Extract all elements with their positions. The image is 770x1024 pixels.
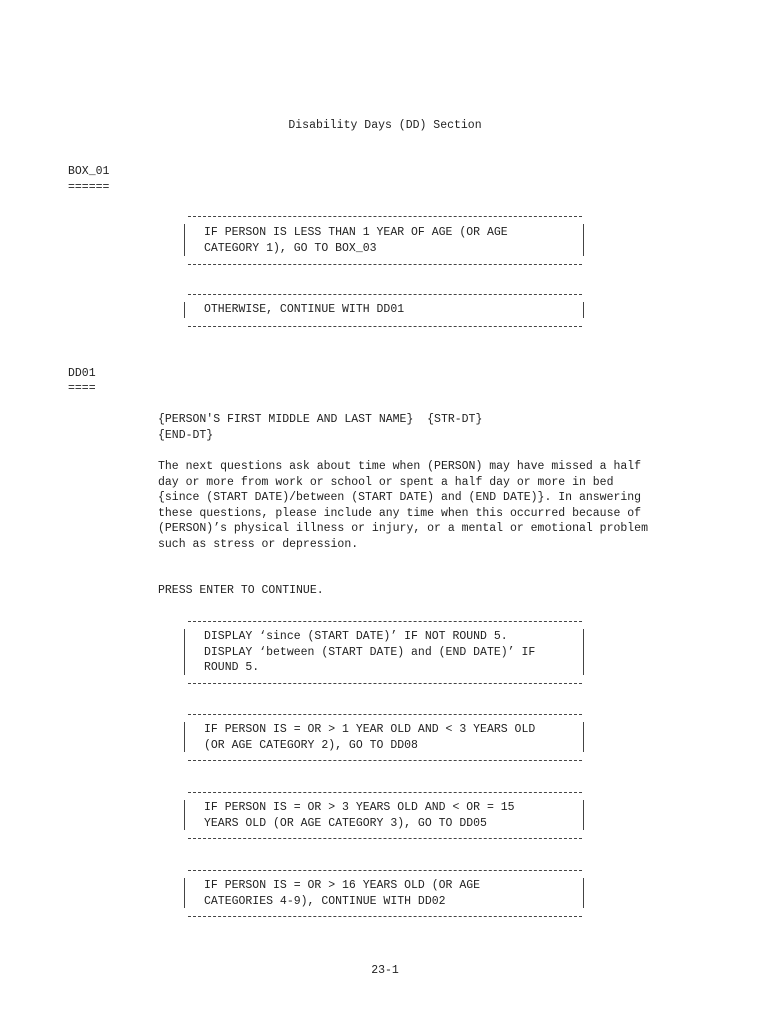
- page-title: Disability Days (DD) Section: [288, 119, 482, 132]
- instruction-text: IF PERSON IS = OR > 16 YEARS OLD (OR AGE CATEGORIES 4-9), CONTINUE WITH DD02: [204, 879, 481, 908]
- question-text: The next questions ask about time when (PERSON) may have missed a half day or more from work or school or spent a half day or more in bed {since (START DATE)/between (START DATE) and (END DATE)}. In answering these questions, please include any time when this occurred because of (PERSON)’s physical illness or injury, or a mental or emotional problem such as stress or depression.: [158, 460, 648, 551]
- instruction-box: [188, 294, 582, 326]
- instruction-text: IF PERSON IS LESS THAN 1 YEAR OF AGE (OR AGE CATEGORY 1), GO TO BOX_03: [204, 226, 508, 255]
- instruction-box: [188, 792, 582, 838]
- instruction-box: [188, 714, 582, 760]
- box01-underline: ======: [68, 181, 110, 194]
- instruction-text: OTHERWISE, CONTINUE WITH DD01: [204, 303, 405, 316]
- box01-label: BOX_01: [68, 165, 110, 178]
- dd01-label: DD01: [68, 367, 96, 380]
- dd01-underline: ====: [68, 382, 96, 395]
- instruction-text: IF PERSON IS = OR > 1 YEAR OLD AND < 3 YEARS OLD (OR AGE CATEGORY 2), GO TO DD08: [204, 723, 536, 752]
- name-date-fill-line: {PERSON'S FIRST MIDDLE AND LAST NAME} {STR-DT} {END-DT}: [158, 413, 483, 442]
- instruction-text: IF PERSON IS = OR > 3 YEARS OLD AND < OR = 15 YEARS OLD (OR AGE CATEGORY 3), GO TO DD05: [204, 801, 515, 830]
- instruction-text: DISPLAY ‘since (START DATE)’ IF NOT ROUND 5. DISPLAY ‘between (START DATE) and (END DATE)’ IF ROUND 5.: [204, 630, 536, 674]
- press-enter-instruction: PRESS ENTER TO CONTINUE.: [158, 584, 324, 597]
- instruction-box: [188, 870, 582, 916]
- instruction-box: [188, 621, 582, 683]
- instruction-box: [188, 216, 582, 264]
- page-number: 23-1: [371, 964, 399, 977]
